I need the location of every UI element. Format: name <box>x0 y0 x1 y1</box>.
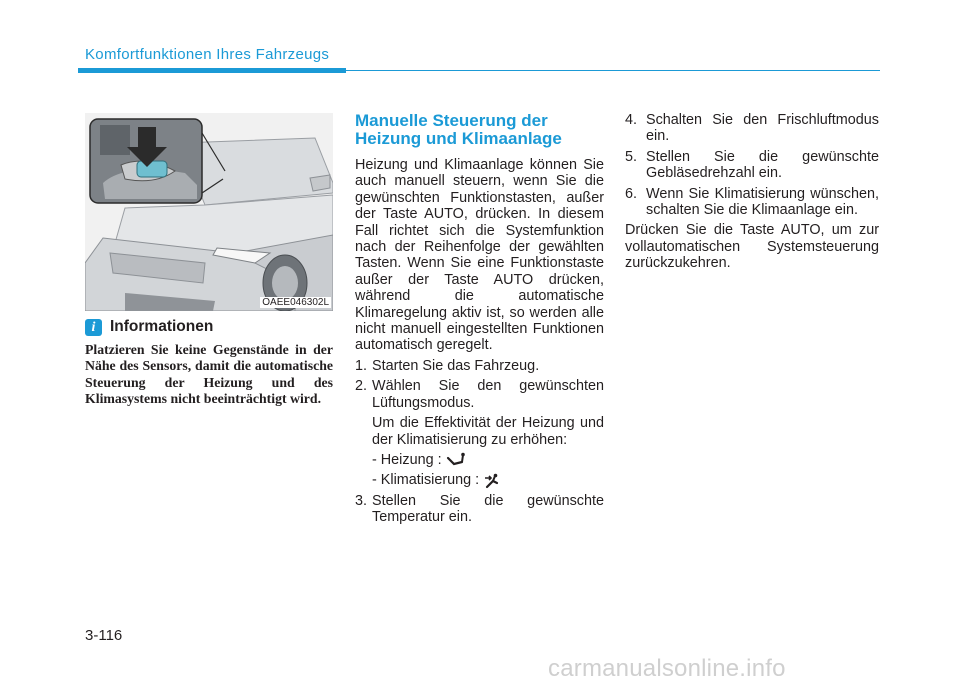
section-title: Komfortfunktionen Ihres Fahrzeugs <box>85 46 330 63</box>
right-column <box>625 112 879 272</box>
heating-mode-line: - Heizung : <box>355 452 604 468</box>
header-bar <box>78 68 346 73</box>
manual-control-section <box>355 112 604 530</box>
step-1: 1. Starten Sie das Fahrzeug. <box>355 357 540 374</box>
watermark: carmanualsonline.info <box>548 655 786 682</box>
figure-code: OAEE046302L <box>262 297 329 308</box>
info-heading <box>85 318 213 336</box>
car-sensor-figure <box>85 113 333 311</box>
face-vent-icon <box>483 473 503 489</box>
step-2: 2. Wählen Sie den gewünschten Lüftungsmodus. <box>355 378 604 411</box>
info-icon: i <box>85 319 102 336</box>
cooling-mode-line: - Klimatisierung : <box>355 472 604 488</box>
page-number: 3-116 <box>85 627 123 644</box>
info-text: Platzieren Sie keine Gegenstände in der Nähe des Sensors, damit die automatische Steuerung der Heizung und des Klimasystems nicht beeinträchtigt wird. <box>85 342 333 407</box>
step-3: 3. Stellen Sie die gewünschte Temperatur ein. <box>355 492 604 526</box>
header-rule <box>346 70 880 71</box>
step-6: 6. Wenn Sie Klimatisierung wünschen, schalten Sie die Klimaanlage ein. <box>625 185 879 219</box>
step-2-note: Um die Effektivität der Heizung und der Klimatisierung zu erhöhen: <box>372 415 604 448</box>
car-illustration <box>85 113 333 311</box>
intro-paragraph: Heizung und Klimaanlage können Sie auch manuell steuern, wenn Sie die gewünschten Funktionstasten, außer der Taste AUTO, drücken. In diesem Fall richtet sich die Systemfunktion nach der Reihenfolge der gewählten Tasten. Wenn Sie eine Funktionstaste außer der Taste AUTO drücken, während die automatische Klimaregelung aktiv ist, so werden alle nicht manuell eingestellten Funktionen automatisch geregelt. <box>355 157 604 354</box>
step-5: 5. Stellen Sie die gewünschte Gebläsedrehzahl ein. <box>625 148 879 182</box>
info-title: Informationen <box>110 318 214 335</box>
section-heading: Manuelle Steuerung der Heizung und Klimaanlage <box>355 111 562 148</box>
step-4: 4. Schalten Sie den Frischluftmodus ein. <box>625 112 879 145</box>
closing-paragraph: Drücken Sie die Taste AUTO, um zur vollautomatischen Systemsteuerung zurückzukehren. <box>625 222 879 272</box>
floor-vent-icon <box>446 452 466 468</box>
